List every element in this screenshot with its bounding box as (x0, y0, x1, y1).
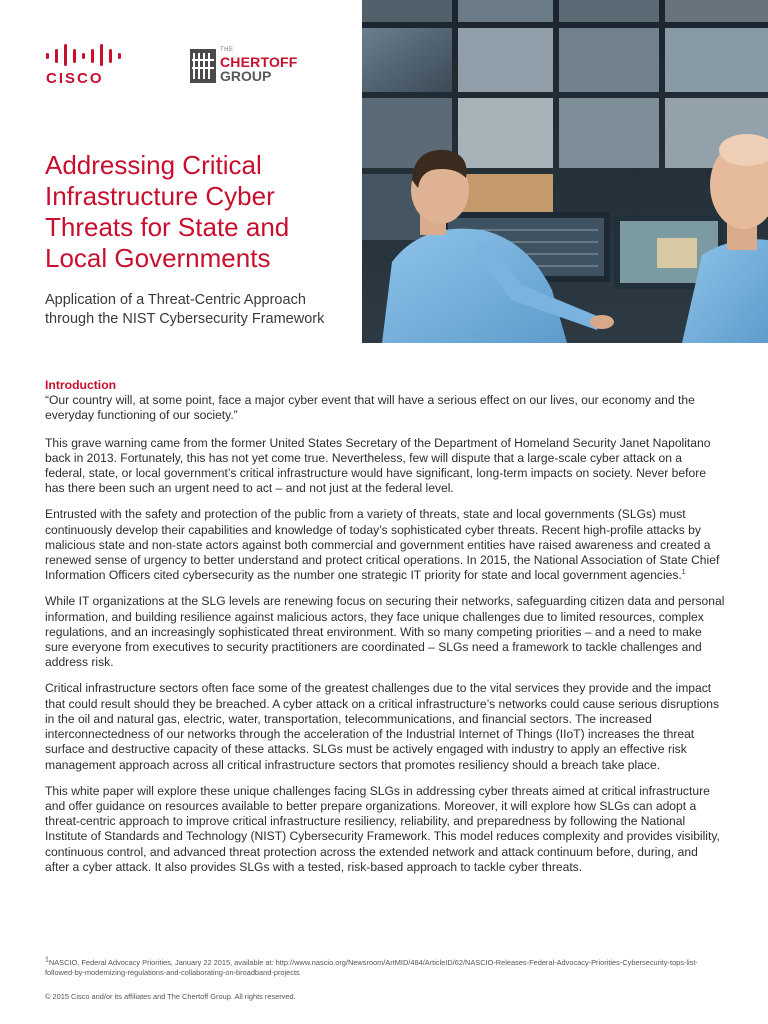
footnote-text[interactable]: NASCIO, Federal Advocacy Priorities, January 22 2015, available at: http://www.nascio.org/Newsroom/ArtMID/484/ArticleID/62/NASCIO-Releases-Federal-Advocacy-Priorities-Cybersecurity-tops-list-followed-by-modernizing-regulations-and-collaborating-on-broadband-projects (45, 958, 698, 977)
chertoff-group-logo (190, 47, 310, 87)
chertoff-group-name: GROUP (220, 68, 272, 84)
paragraph-2-text: Entrusted with the safety and protection of the public from a variety of threats, state and local governments (SLGs) must continuously develop their capabilities and knowledge of today’s sophisticated cyber threats. Recent high-profile attacks by malicious state and non-state actors against both commercial and government entities have raised awareness and created a renewed sense of urgency to better understand and protect critical operations. In 2015, the National Association of State Chief Information Officers cited cybersecurity as the number one strategic IT priority for state and local government agencies. (45, 507, 720, 583)
main-content (45, 378, 725, 886)
section-heading-introduction: Introduction (45, 378, 117, 392)
paragraph-4: Critical infrastructure sectors often face some of the greatest challenges due to the vital services they provide and the impact that could result should they be breached. A cyber attack on a critical infrastructure’s networks could cause serious disruptions in the oil and natural gas, electric, water, transportation, telecommunications, and financial sectors. The increased interconnectedness of our networks through the acceleration of the Industrial Internet of Things (IIoT) increases the threat surface and destructive capacity of these attacks. SLGs must be actively engaged with industry to apply an effective risk management approach across all critical infrastructure sectors that promotes resiliency should a breach take place. (45, 681, 720, 772)
footnote-reference[interactable]: 1 (681, 569, 686, 577)
chertoff-name: CHERTOFF (220, 54, 298, 70)
paragraph-2 (45, 507, 725, 583)
chertoff-building-icon (190, 49, 216, 83)
cisco-wordmark: CISCO (46, 70, 104, 87)
copyright-notice: © 2015 Cisco and/or its affiliates and The Chertoff Group. All rights reserved. (45, 992, 296, 1001)
paragraph-5: This white paper will explore these unique challenges facing SLGs in addressing cyber threats aimed at critical infrastructure and offer guidance on resources available to better prepare organizations. Moreover, it will explore how SLGs can adopt a threat-centric approach to improve critical infrastructure resiliency, reliability, and preparedness by following the National Institute of Standards and Technology (NIST) Cybersecurity Framework. This model reduces complexity and provides visibility, continuous control, and advanced threat protection across the extended network and attack continuum before, during, and after a cyber attack. It also provides SLGs with a tested, risk-based approach to tackle cyber threats. (45, 783, 720, 875)
napolitano-quote: “Our country will, at some point, face a major cyber event that will have a serious effect on our lives, our economy and the everyday functioning of our society.” (45, 393, 695, 423)
footnote (45, 958, 725, 978)
paragraph-3: While IT organizations at the SLG levels are renewing focus on securing their networks, safeguarding citizen data and personal information, and building resilience against malicious actors, they face unique challenges due to limited resources, complex regulations, and an increasingly sophisticated threat environment. With so many competing priorities – and a need to make sure everyone from executives to security practitioners are coordinated – SLGs need a framework to tackle challenges and address risk. (45, 594, 725, 670)
document-subtitle: Application of a Threat-Centric Approach through the NIST Cybersecurity Framework (45, 292, 325, 327)
document-title: Addressing Critical Infrastructure Cyber Threats for State and Local Governments (45, 150, 290, 273)
paragraph-1: This grave warning came from the former United States Secretary of the Department of Homeland Security Janet Napolitano back in 2013. Fortunately, this has not yet come true. Nevertheless, few will dispute that a large-scale cyber attack on a federal, state, or local government’s critical infrastructure would have significant, long-term impacts on society. Never before has there been such an urgent need to act – and not just at the federal level. (45, 435, 711, 496)
footnote-mark: 1 (45, 956, 49, 964)
chertoff-the: THE (220, 47, 234, 53)
cisco-logo (44, 44, 128, 90)
hero-photo-control-room (362, 0, 768, 343)
control-room-illustration (362, 0, 768, 343)
cisco-bars-icon (44, 44, 124, 66)
